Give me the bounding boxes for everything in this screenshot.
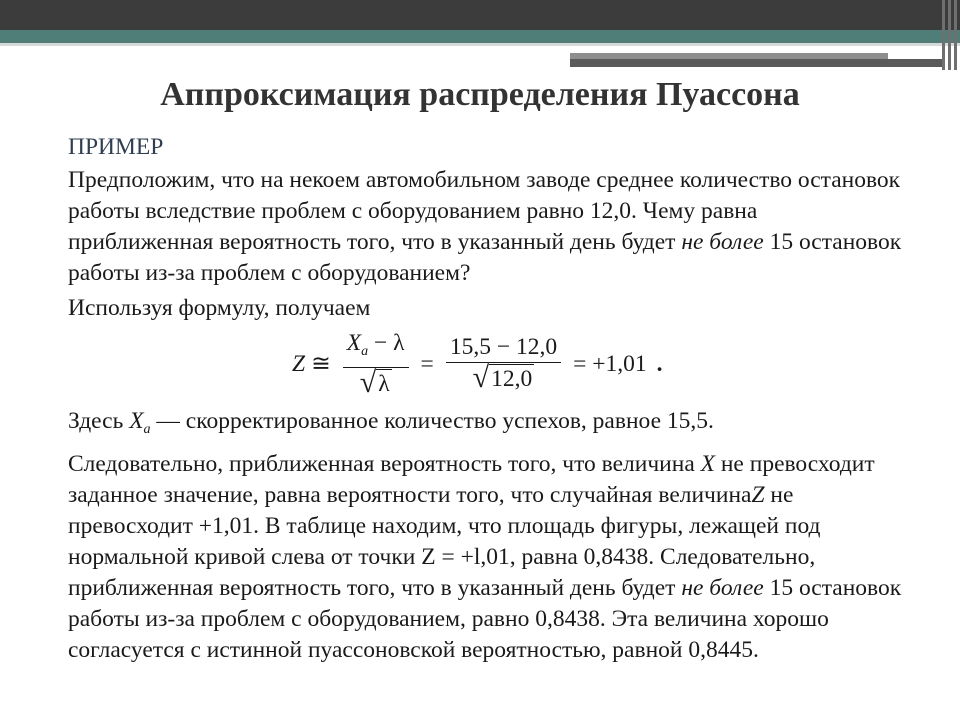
slide-content bbox=[68, 132, 908, 666]
formula-fraction-2-numerator: 15,5 − 12,0 bbox=[446, 332, 561, 363]
section-label: ПРИМЕР bbox=[68, 134, 164, 160]
paragraph-conclusion-text-c: не превосходит +1,01. В таблице находим, что площадь фигуры, лежащей под нормальной кривой слева от точки Z = +l,01, равна 0,8438. Следовательно, приближенная вероятность того, что в указанный день будет bbox=[68, 482, 821, 601]
sqrt-value: 12,0 bbox=[491, 366, 533, 392]
formula-equals: = bbox=[420, 350, 434, 377]
paragraph-xa-text-a: Здесь bbox=[68, 408, 130, 434]
paragraph-conclusion-text-b: не превосходит заданное значение, равна вероятности того, что случайная величина bbox=[68, 451, 875, 508]
header-band-teal bbox=[0, 30, 960, 43]
corner-decoration bbox=[942, 0, 960, 70]
paragraph-xa-text-b: — скорректированное количество успехов, равное 15,5. bbox=[150, 408, 714, 434]
formula-var-x: X bbox=[346, 329, 362, 356]
formula-lhs: Z bbox=[292, 350, 306, 377]
formula-result: = +1,01 bbox=[573, 350, 647, 377]
paragraph-problem-text-a: Предположим, что на некоем автомобильном заводе среднее количество остановок работы вследствие проблем с оборудованием равно 12,0. Чему равна приближенная вероятность того, что в указанный день будет bbox=[68, 167, 901, 255]
formula-fraction-2 bbox=[446, 332, 561, 396]
formula-fraction-1 bbox=[343, 328, 409, 401]
formula-minus-lambda: − λ bbox=[368, 329, 405, 356]
header-band-dark bbox=[0, 0, 960, 30]
paragraph-conclusion bbox=[68, 449, 908, 666]
paragraph-conclusion-var-z: Z bbox=[751, 482, 765, 508]
paragraph-xa-subscript: a bbox=[143, 422, 151, 437]
z-score-formula bbox=[292, 328, 662, 400]
paragraph-problem-emphasis: не более bbox=[681, 229, 764, 255]
paragraph-xa-var: X bbox=[129, 408, 144, 434]
sqrt-symbol-2: √ 12,0 bbox=[472, 361, 533, 394]
header-band-shadow bbox=[0, 43, 960, 46]
formula-var-x-subscript: a bbox=[361, 343, 369, 359]
formula-approx-sign: ≅ bbox=[311, 350, 331, 377]
paragraph-problem-text-b: 15 остановок работы из-за проблем с оборудованием? bbox=[68, 229, 902, 286]
paragraph-problem bbox=[68, 165, 908, 289]
formula-fraction-1-numerator bbox=[343, 328, 409, 368]
paragraph-conclusion-text-d: 15 остановок работы из-за проблем с оборудованием, равно 0,8438. Эта величина хорошо согласуется с истинной пуассоновской вероятностью, равной 0,8445. bbox=[68, 575, 902, 663]
sqrt-lambda: λ bbox=[378, 370, 390, 397]
sqrt-symbol: √ λ bbox=[359, 365, 390, 399]
paragraph-formula-intro: Используя формулу, получаем bbox=[68, 295, 371, 321]
paragraph-conclusion-text-a: Следовательно, приближенная вероятность того, что величина bbox=[68, 451, 701, 477]
paragraph-xa-definition bbox=[68, 406, 908, 445]
formula-row bbox=[68, 328, 908, 400]
formula-fraction-1-denominator bbox=[356, 365, 396, 401]
header-accent-bar-dark bbox=[570, 59, 942, 67]
paragraph-conclusion-emphasis: не более bbox=[681, 575, 764, 601]
paragraph-conclusion-var-x: X bbox=[700, 451, 715, 477]
formula-end-dot: . bbox=[656, 350, 663, 377]
formula-fraction-2-denominator bbox=[469, 363, 539, 396]
slide-title: Аппроксимация распределения Пуассона bbox=[160, 76, 800, 113]
